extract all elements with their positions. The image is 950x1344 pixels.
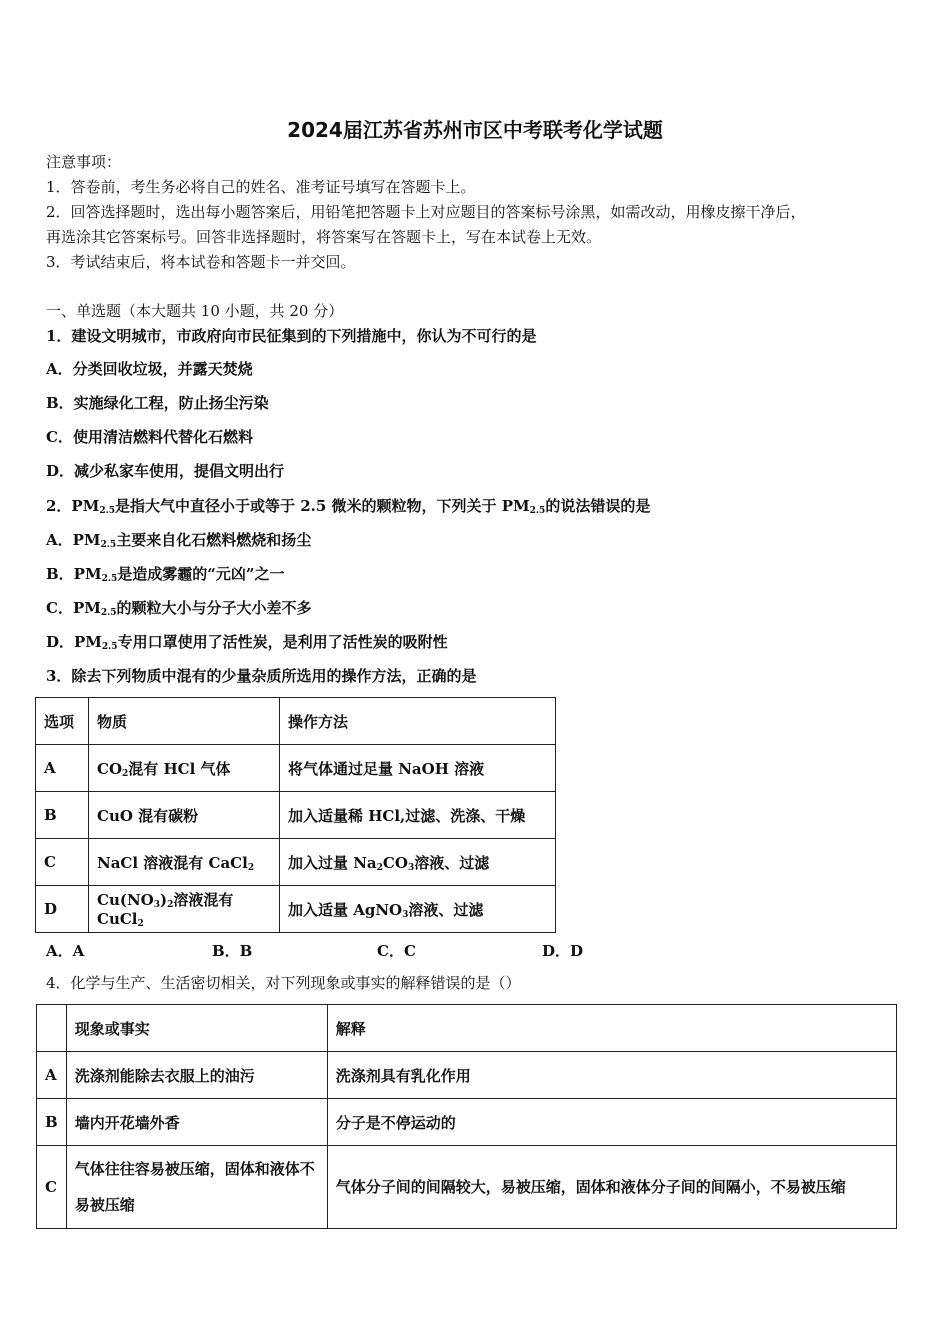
q3-table xyxy=(35,697,556,933)
question-2-stem: 2．$PM_{2.5}$是指大气中直径小于或等于 2.5 微米的颗粒物，下列关于 $PM_{2.5}$的说法错误的是 xyxy=(46,497,651,516)
table-cell: C xyxy=(37,1146,67,1229)
table-cell: 将气体通过足量 NaOH 溶液 xyxy=(280,745,556,792)
table-row xyxy=(36,886,556,933)
q1-option-c: C．使用清洁燃料代替化石燃料 xyxy=(46,428,253,446)
table-cell: A xyxy=(36,745,89,792)
table-row xyxy=(37,1099,897,1146)
q1-option-d: D．减少私家车使用，提倡文明出行 xyxy=(46,462,285,480)
table-cell: 洗涤剂能除去衣服上的油污 xyxy=(66,1052,327,1099)
q3-answer-d: D．D xyxy=(542,942,584,960)
table-row xyxy=(37,1146,897,1229)
table-cell: $Cu(NO_3)_2$溶液混有 CuCl$_2$ xyxy=(89,886,280,933)
table-cell: A xyxy=(37,1052,67,1099)
q3-answer-b: B．B xyxy=(212,942,253,960)
table-cell: 气体往往容易被压缩，固体和液体不易被压缩 xyxy=(66,1146,327,1229)
q1-option-a: A．分类回收垃圾，并露天焚烧 xyxy=(46,360,253,378)
table-row xyxy=(36,792,556,839)
table-header: 操作方法 xyxy=(280,698,556,745)
q2-option-b: B．$PM_{2.5}$是造成雾霾的“元凶”之一 xyxy=(46,565,285,584)
question-3-stem: 3．除去下列物质中混有的少量杂质所选用的操作方法，正确的是 xyxy=(46,667,477,685)
page-title: 2024届江苏省苏州市区中考联考化学试题 xyxy=(287,118,663,142)
table-header-row xyxy=(36,698,556,745)
table-cell: D xyxy=(36,886,89,933)
table-header: 选项 xyxy=(36,698,89,745)
table-cell: 加入过量 $Na_2CO_3$溶液、过滤 xyxy=(280,839,556,886)
table-cell: 墙内开花墙外香 xyxy=(66,1099,327,1146)
question-1-stem: 1．建设文明城市，市政府向市民征集到的下列措施中，你认为不可行的是 xyxy=(46,327,537,345)
table-cell: $CO_2$混有 HCl 气体 xyxy=(89,745,280,792)
q4-table xyxy=(36,1004,897,1229)
table-header: 现象或事实 xyxy=(66,1005,327,1052)
table-row xyxy=(36,745,556,792)
table-row xyxy=(37,1052,897,1099)
table-cell: 加入适量稀 HCl,过滤、洗涤、干燥 xyxy=(280,792,556,839)
table-header: 解释 xyxy=(327,1005,896,1052)
q2-option-c: C．$PM_{2.5}$的颗粒大小与分子大小差不多 xyxy=(46,599,312,618)
notice-heading: 注意事项： xyxy=(46,153,122,171)
q3-answer-c: C．C xyxy=(377,942,416,960)
table-header-row xyxy=(37,1005,897,1052)
table-header xyxy=(37,1005,67,1052)
question-4-stem: 4．化学与生产、生活密切相关，对下列现象或事实的解释错误的是（） xyxy=(46,974,521,992)
section-heading: 一、单选题（本大题共 10 小题，共 20 分） xyxy=(46,302,344,320)
table-cell: 分子是不停运动的 xyxy=(327,1099,896,1146)
q3-answer-a: A．A xyxy=(46,942,85,960)
table-cell: C xyxy=(36,839,89,886)
notice-item: 再选涂其它答案标号。回答非选择题时，将答案写在答题卡上，写在本试卷上无效。 xyxy=(46,228,602,246)
table-cell: 洗涤剂具有乳化作用 xyxy=(327,1052,896,1099)
table-cell: CuO 混有碳粉 xyxy=(89,792,280,839)
notice-item: 2．回答选择题时，选出每小题答案后，用铅笔把答题卡上对应题目的答案标号涂黑，如需改动，用橡皮擦干净后， xyxy=(46,203,806,221)
table-cell: B xyxy=(37,1099,67,1146)
table-header: 物质 xyxy=(89,698,280,745)
table-cell: 加入适量 AgNO$_3$溶液、过滤 xyxy=(280,886,556,933)
table-cell: B xyxy=(36,792,89,839)
notice-item: 1．答卷前，考生务必将自己的姓名、准考证号填写在答题卡上。 xyxy=(46,178,476,196)
notice-item: 3．考试结束后，将本试卷和答题卡一并交回。 xyxy=(46,253,356,271)
table-cell: NaCl 溶液混有 CaCl$_2$ xyxy=(89,839,280,886)
q2-option-d: D．$PM_{2.5}$专用口罩使用了活性炭，是利用了活性炭的吸附性 xyxy=(46,633,448,652)
table-cell: 气体分子间的间隔较大，易被压缩，固体和液体分子间的间隔小，不易被压缩 xyxy=(327,1146,896,1229)
q1-option-b: B．实施绿化工程，防止扬尘污染 xyxy=(46,394,269,412)
q2-option-a: A．$PM_{2.5}$主要来自化石燃料燃烧和扬尘 xyxy=(46,531,312,550)
table-row xyxy=(36,839,556,886)
